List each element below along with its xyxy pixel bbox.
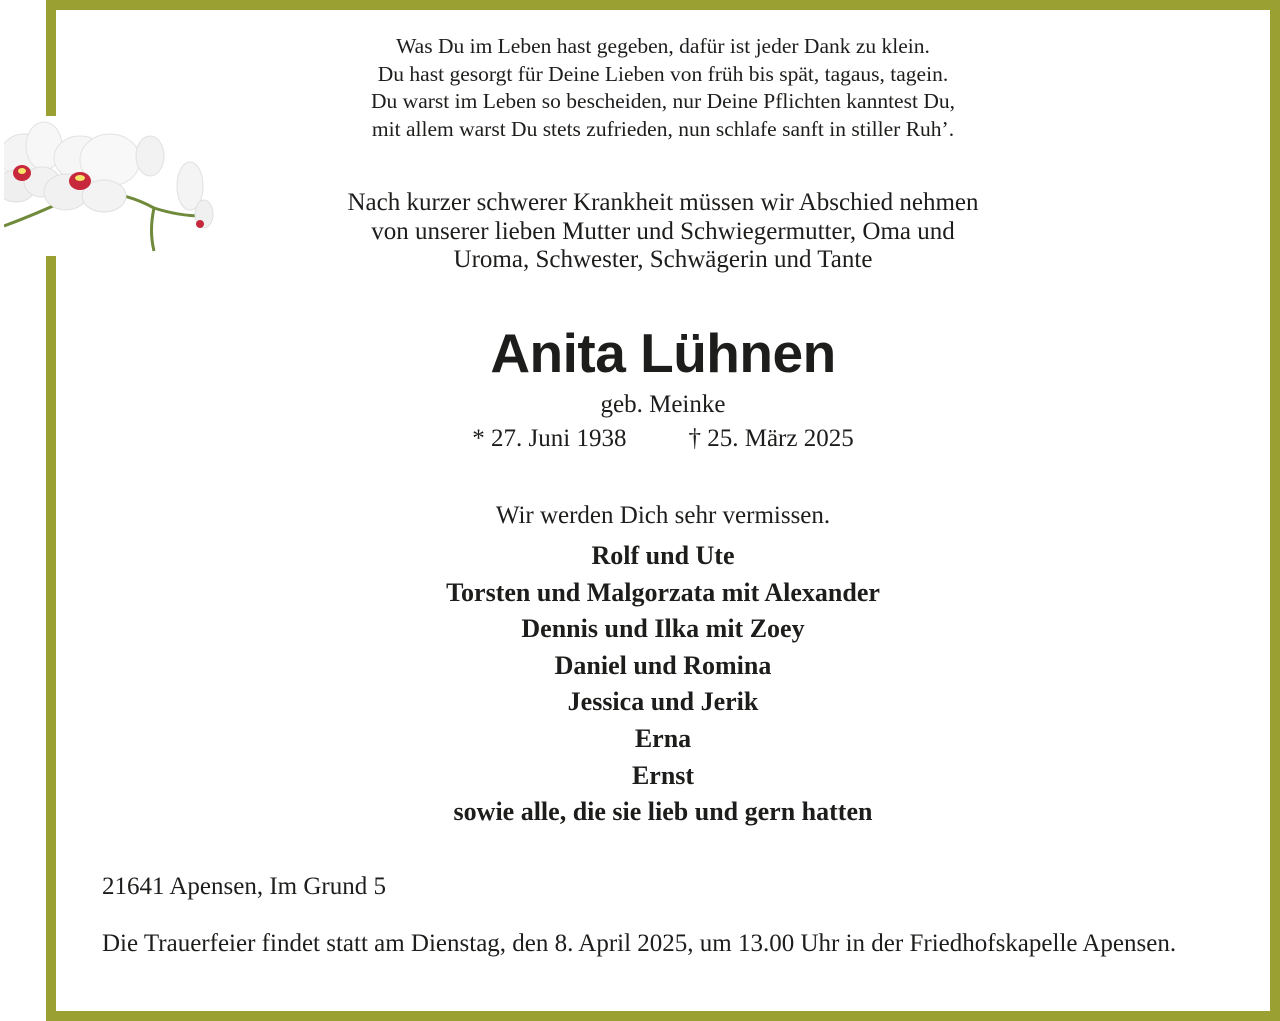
intro-line: Nach kurzer schwerer Krankheit müssen wir Abschied nehmen xyxy=(347,189,979,216)
poem-line: mit allem warst Du stets zufrieden, nun schlafe sanft in stiller Ruh’. xyxy=(371,116,955,141)
life-dates xyxy=(56,423,1270,455)
death-date: † 25. März 2025 xyxy=(688,425,854,452)
poem xyxy=(56,33,1270,143)
address: 21641 Apensen, Im Grund 5 xyxy=(102,873,386,900)
maiden-name: geb. Meinke xyxy=(600,391,726,418)
intro-line: von unserer lieben Mutter und Schwiegermutter, Oma und xyxy=(371,217,955,245)
intro-line: Uroma, Schwester, Schwägerin und Tante xyxy=(453,246,873,273)
poem-line: Du warst im Leben so bescheiden, nur Deine Pflichten kanntest Du, xyxy=(371,89,955,113)
intro-text xyxy=(56,189,1270,275)
family-member: Torsten und Malgorzata mit Alexander xyxy=(446,577,880,607)
deceased-name: Anita Lühnen xyxy=(490,322,836,384)
family-member: Rolf und Ute xyxy=(591,541,735,570)
family-member: Ernst xyxy=(631,760,695,790)
service-info: Die Trauerfeier findet statt am Dienstag, den 8. April 2025, um 13.00 Uhr in der Friedhofskapelle Apensen. xyxy=(102,930,1177,957)
birth-date: * 27. Juni 1938 xyxy=(472,425,627,452)
family-list xyxy=(56,538,1270,831)
family-member: Dennis und Ilka mit Zoey xyxy=(521,614,805,644)
family-member: Jessica und Jerik xyxy=(567,687,759,717)
family-member: Daniel und Romina xyxy=(554,650,772,680)
family-member: sowie alle, die sie lieb und gern hatten xyxy=(453,797,873,827)
poem-line: Was Du im Leben hast gegeben, dafür ist jeder Dank zu klein. xyxy=(396,34,930,58)
poem-line: Du hast gesorgt für Deine Lieben von früh bis spät, tagaus, tagein. xyxy=(377,61,949,86)
closing-line: Wir werden Dich sehr vermissen. xyxy=(495,502,831,529)
family-member: Erna xyxy=(634,723,692,753)
